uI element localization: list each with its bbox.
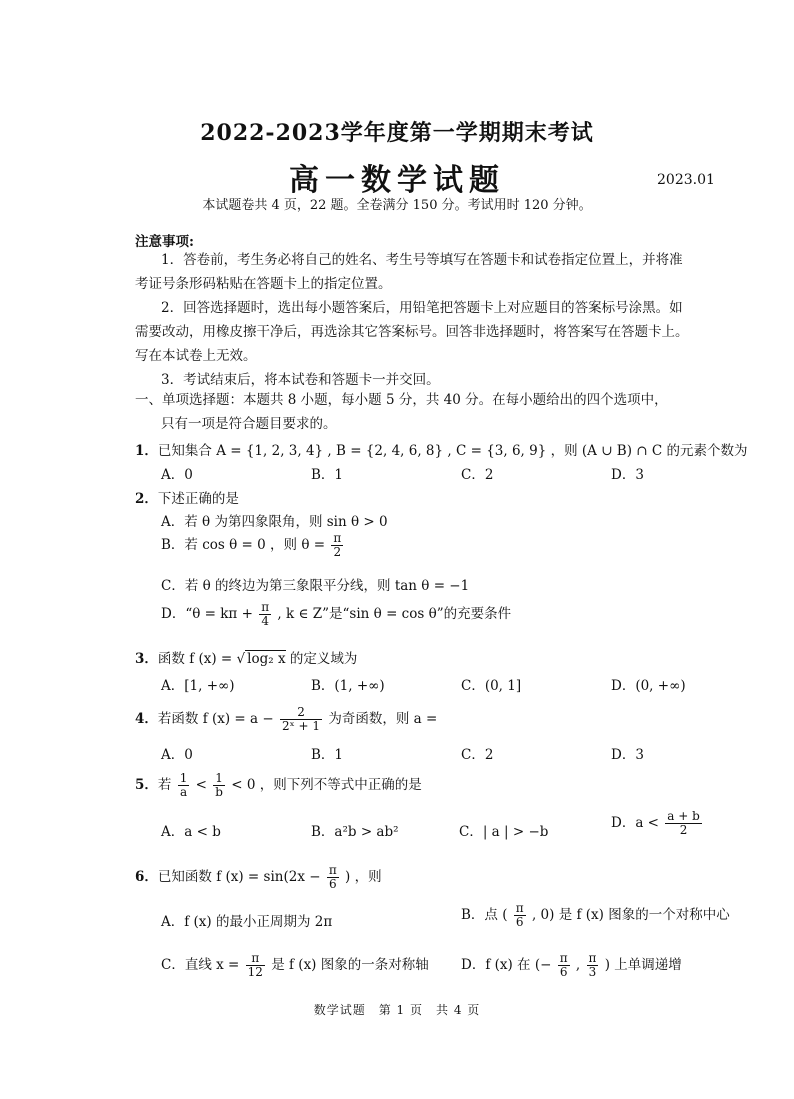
question-3-suffix: 的定义域为 [289, 651, 358, 667]
q6-option-c-suffix: 是 f (x) 图象的一条对称轴 [271, 957, 429, 973]
notice-item-1-line-1: 1．答卷前，考生务必将自己的姓名、考生号等填写在答题卡和试卷指定位置上，并将准 [161, 252, 683, 268]
q6-option-c-prefix: C．直线 x = [161, 957, 240, 973]
q4-option-c: C．2 [461, 747, 494, 763]
q2-option-b-text: B．若 cos θ = 0 ，则 θ = [161, 537, 326, 553]
q4-option-b: B．1 [311, 747, 344, 763]
question-3-prefix: 函数 f (x) = [157, 651, 233, 667]
question-5-fraction-1 [178, 772, 190, 799]
q6-option-d-fraction-2 [587, 952, 599, 979]
q2-option-b [161, 532, 345, 559]
question-5-fraction-2 [213, 772, 225, 799]
question-5-number: 5． [135, 777, 158, 793]
q6-c-denominator: 12 [247, 965, 263, 979]
exam-subtitle: 高一数学试题 [289, 163, 505, 198]
q5-f2-numerator: 1 [213, 772, 225, 786]
q6-option-c [161, 952, 429, 979]
question-4 [135, 706, 437, 733]
q6-b-denominator: 6 [515, 915, 524, 929]
question-5-suffix: < 0 ，则下列不等式中正确的是 [231, 777, 422, 793]
q3-option-b: B．(1, +∞) [311, 678, 385, 694]
sqrt-symbol-icon: √ [236, 651, 246, 667]
q4-option-d: D．3 [611, 747, 644, 763]
q5-f1-numerator: 1 [179, 771, 188, 785]
question-4-suffix: 为奇函数，则 a = [328, 711, 438, 727]
q2-option-d [161, 601, 511, 628]
q6-option-d-prefix: D．f (x) 在 (− [461, 957, 552, 973]
question-2 [135, 487, 239, 507]
q5-option-c: C．| a | > −b [459, 824, 549, 840]
question-4-number: 4． [135, 711, 158, 727]
notice-item-2-line-3: 写在本试卷上无效。 [135, 348, 257, 364]
notice-heading: 注意事项: [135, 234, 194, 250]
question-1-text: 已知集合 A = {1, 2, 3, 4} , B = {2, 4, 6, 8} , C = {3, 6, 9} ，则 (A ∪ B) ∩ C 的元素个数为 [157, 443, 748, 459]
question-1-number: 1． [135, 443, 158, 459]
exam-info: 本试题卷共 4 页，22 题。全卷满分 150 分。考试用时 120 分钟。 [202, 198, 592, 213]
q1-option-d: D．3 [611, 467, 644, 483]
q4-denominator: 2ˣ + 1 [281, 719, 321, 733]
q2-b-denominator: 2 [333, 545, 342, 559]
q4-option-a: A．0 [161, 747, 193, 763]
question-6-prefix: 已知函数 f (x) = sin(2x − [157, 869, 321, 885]
q6-d-denominator-2: 3 [588, 965, 597, 979]
q1-option-a: A．0 [161, 467, 193, 483]
section-1-line-2: 只有一项是符合题目要求的。 [161, 416, 337, 432]
q2-d-denominator: 4 [261, 614, 269, 628]
q2-option-b-fraction [331, 532, 343, 559]
q2-option-c: C．若 θ 的终边为第三象限平分线，则 tan θ = −1 [161, 578, 470, 594]
question-4-prefix: 若函数 f (x) = a − [157, 711, 274, 727]
question-6-fraction [327, 864, 339, 891]
q4-numerator: 2 [280, 706, 322, 720]
q6-option-a: A．f (x) 的最小正周期为 2π [161, 914, 333, 930]
q1-option-b: B．1 [311, 467, 344, 483]
question-6-number: 6． [135, 869, 158, 885]
page-footer: 数学试题 第 1 页 共 4 页 [313, 1003, 481, 1017]
q5-f1-denominator: a [179, 785, 188, 799]
q6-d-denominator-1: 6 [559, 965, 568, 979]
notice-item-2-line-2: 需要改动，用橡皮擦干净后，再选涂其它答案标号。回答非选择题时，将答案写在答题卡上。 [135, 324, 689, 340]
exam-date: 2023.01 [657, 172, 715, 188]
question-1 [135, 439, 748, 459]
q6-option-d-comma: , [575, 957, 581, 973]
q5-option-a: A．a < b [161, 824, 221, 840]
q6-denominator: 6 [328, 877, 337, 891]
q6-option-d [461, 952, 682, 979]
q2-d-numerator: π [261, 600, 270, 614]
q2-option-d-fraction [259, 601, 271, 628]
question-5 [135, 772, 422, 799]
q6-numerator: π [328, 863, 337, 877]
question-5-prefix: 若 [157, 777, 172, 793]
q6-option-c-fraction [246, 952, 265, 979]
exam-title: 2022-2023学年度第一学期期末考试 [200, 120, 594, 146]
question-6 [135, 864, 382, 891]
question-3-radicand: log₂ x [247, 651, 286, 667]
q5-option-b: B．a²b > ab² [311, 824, 399, 840]
q6-b-numerator: π [515, 901, 524, 915]
notice-item-3-text: 3．考试结束后，将本试卷和答题卡一并交回。 [161, 372, 440, 388]
question-6-suffix: ) ，则 [345, 869, 382, 885]
q6-c-numerator: π [246, 952, 265, 966]
question-3 [135, 647, 357, 667]
q6-option-b-fraction [514, 902, 526, 929]
q6-option-d-suffix: ) 上单调递增 [604, 957, 682, 973]
q5-option-d-fraction [665, 810, 702, 837]
q2-b-numerator: π [333, 531, 342, 545]
question-3-number: 3． [135, 651, 158, 667]
q5-d-numerator: a + b [667, 809, 700, 823]
q6-option-d-fraction-1 [558, 952, 570, 979]
notice-item-1 [135, 248, 743, 296]
q2-option-a: A．若 θ 为第四象限角，则 sin θ > 0 [161, 514, 388, 530]
q3-option-a: A．[1, +∞) [161, 678, 235, 694]
question-4-fraction [280, 706, 322, 733]
q6-option-b-prefix: B．点 ( [461, 907, 508, 923]
q2-option-d-suffix: , k ∈ Z”是“sin θ = cos θ”的充要条件 [277, 606, 512, 622]
q2-option-d-prefix: D．“θ = kπ + [161, 606, 253, 622]
q6-d-numerator-2: π [588, 951, 597, 965]
q6-option-b-suffix: , 0) 是 f (x) 图象的一个对称中心 [531, 907, 730, 923]
section-1-heading [135, 388, 735, 436]
q5-d-denominator: 2 [679, 823, 688, 837]
notice-item-1-line-2: 考证号条形码粘贴在答题卡上的指定位置。 [135, 276, 392, 292]
question-5-less-than: < [195, 777, 207, 793]
question-2-text: 下述正确的是 [157, 491, 239, 507]
q3-option-c: C．(0, 1] [461, 678, 522, 694]
q5-option-d-prefix: D．a < [611, 815, 659, 831]
notice-item-2 [135, 296, 743, 368]
q6-d-numerator-1: π [559, 951, 568, 965]
q3-option-d: D．(0, +∞) [611, 678, 686, 694]
section-1-line-1: 一、单项选择题：本题共 8 小题，每小题 5 分，共 40 分。在每小题给出的四个选项中， [135, 392, 668, 408]
q6-option-b [461, 902, 730, 929]
q5-option-d [611, 810, 704, 837]
question-2-number: 2． [135, 491, 158, 507]
notice-item-2-line-1: 2．回答选择题时，选出每小题答案后，用铅笔把答题卡上对应题目的答案标号涂黑。如 [161, 300, 683, 316]
q1-option-c: C．2 [461, 467, 494, 483]
q5-f2-denominator: b [215, 785, 223, 799]
